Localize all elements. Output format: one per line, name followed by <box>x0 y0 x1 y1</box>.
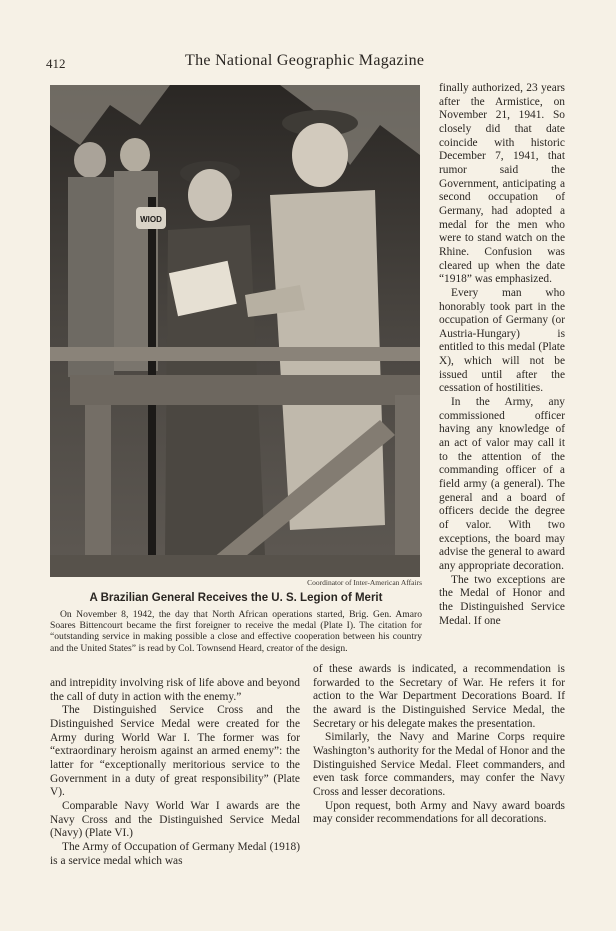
paragraph: of these awards is indicated, a recommendation is forwarded to the Secretary of War. He refers it for action to the War Department Decorations Board. If the award is the Distinguished Service Medal, the Secretary or his delegate makes the presentation. <box>313 663 565 730</box>
text-column-middle <box>313 663 565 827</box>
photo-credit: Coordinator of Inter-American Affairs <box>307 578 422 587</box>
paragraph: Similarly, the Navy and Marine Corps require Washington’s authority for the Medal of Honor and the Distinguished Service Medal. Fleet commanders, and even task force commanders, may confer the Navy Cross and lesser decorations. <box>313 731 565 798</box>
microphone-label: WIOD <box>140 215 162 224</box>
running-title: The National Geographic Magazine <box>185 52 425 69</box>
page-number: 412 <box>46 56 66 71</box>
paragraph: The Army of Occupation of Germany Medal (1918) is a service medal which was <box>50 840 300 867</box>
paragraph: Comparable Navy World War I awards are the Navy Cross and the Distinguished Service Medal (Navy) (Plate VI.) <box>50 799 300 840</box>
paragraph: and intrepidity involving risk of life above and beyond the call of duty in action with the enemy.” <box>50 677 300 703</box>
paragraph: The Distinguished Service Cross and the Distinguished Service Medal were created for the Army during World War I. The former was for “extraordinary heroism against an armed enemy”: the latter for “exceptionally meritorious service to the Government in a duty of great responsibility” (Plate V). <box>50 704 300 799</box>
paragraph: The two exceptions are the Medal of Honor and the Distinguished Service Medal. If one <box>439 573 565 627</box>
paragraph: In the Army, any commissioned officer having any knowledge of an act of valor may call it to the attention of the commanding officer of a field army (a general). The general and a board of officers decide the degree of valor. With two exceptions, the board may advise the general to award any appropriate decoration. <box>439 396 565 572</box>
caption-body: On November 8, 1942, the day that North African operations started, Brig. Gen. Amaro Soares Bittencourt became the first foreigner to receive the medal (Plate I). The citation for “outstanding service in making possible a close and effective cooperation between his country and the United States” is read by Col. Townsend Heard, creator of the design. <box>50 609 422 654</box>
text-column-right <box>439 82 565 628</box>
paragraph: finally authorized, 23 years after the Armistice, on November 21, 1941. So closely did that date coincide with historic December 7, 1941, that rumor said the Government, anticipating a second occupation of Germany, had adopted a medal for the men who were to stand watch on the Rhine. Confusion was cleared up when the date “1918” was emphasized. <box>439 82 565 286</box>
photo-illustration <box>50 85 420 577</box>
paragraph: Upon request, both Army and Navy award boards may consider recommendations for all decorations. <box>313 799 565 826</box>
ceremony-photo <box>50 85 420 577</box>
paragraph: Every man who honorably took part in the occupation of Germany (or Austria-Hungary) is entitled to this medal (Plate X), which will not be issued until after the cessation of hostilities. <box>439 286 565 395</box>
caption-title: A Brazilian General Receives the U. S. Legion of Merit <box>89 592 383 604</box>
text-column-left <box>50 677 300 868</box>
